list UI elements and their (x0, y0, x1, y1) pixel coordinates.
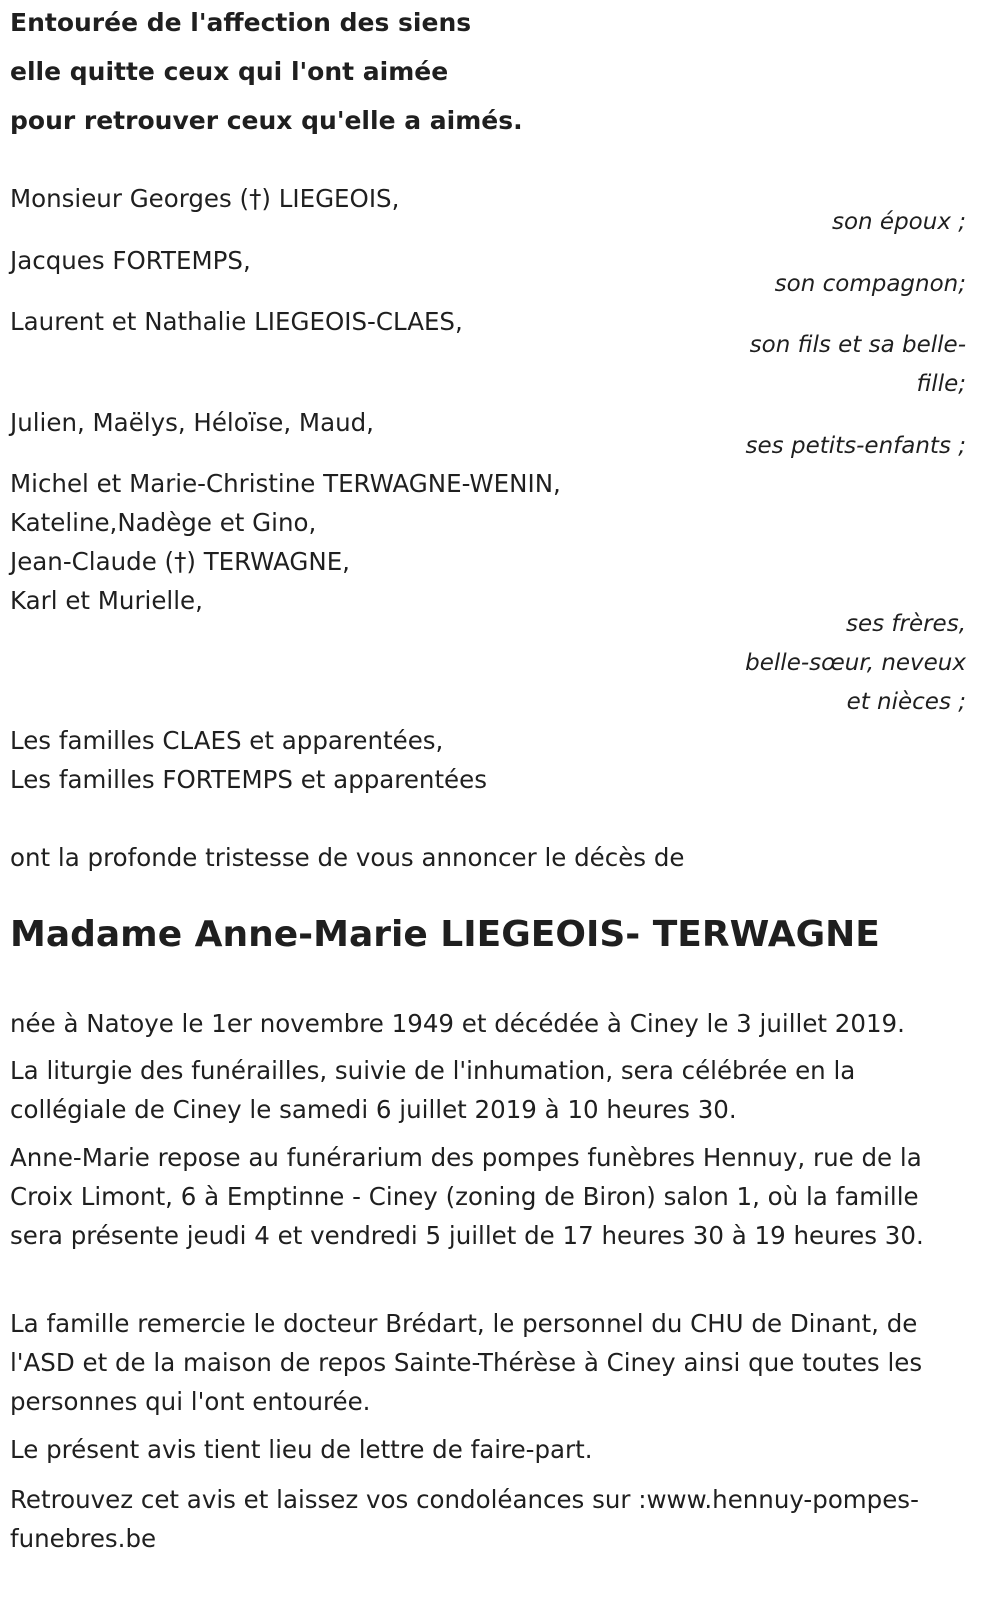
relation-freres-2: belle-sœur, neveux (745, 650, 966, 676)
notice-paragraph: Le présent avis tient lieu de lettre de faire-part. (10, 1435, 593, 1464)
intro-line-2: elle quitte ceux qui l'ont aimée (10, 57, 449, 86)
announcement-text: ont la profonde tristesse de vous annoncer le décès de (10, 843, 685, 872)
relation-fils-1: son fils et sa belle- (749, 332, 966, 358)
relation-freres-3: et nièces ; (846, 689, 966, 715)
family-sibling-4: Karl et Murielle, (10, 586, 203, 615)
relation-epoux: son époux ; (831, 209, 966, 235)
relation-fils-2: fille; (916, 371, 966, 397)
intro-line-1: Entourée de l'affection des siens (10, 8, 472, 37)
liturgy-paragraph: La liturgie des funérailles, suivie de l'inhumation, sera célébrée en la collégiale de Ciney le samedi 6 juillet 2019 à 10 heures 30. (10, 1056, 856, 1124)
condolences-paragraph: Retrouvez cet avis et laissez vos condoléances sur :www.hennuy-pompes-funebres.be (10, 1485, 919, 1553)
birth-death-paragraph: née à Natoye le 1er novembre 1949 et décédée à Ciney le 3 juillet 2019. (10, 1009, 905, 1038)
relation-compagnon: son compagnon; (774, 271, 966, 297)
repose-paragraph: Anne-Marie repose au funérarium des pompes funèbres Hennuy, rue de la Croix Limont, 6 à Emptinne - Ciney (zoning de Biron) salon 1, où la famille sera présente jeudi 4 et vendredi 5 juillet de 17 heures 30 à 19 heures 30. (10, 1143, 924, 1250)
relation-freres-1: ses frères, (845, 611, 966, 637)
families-claes: Les familles CLAES et apparentées, (10, 726, 444, 755)
intro-line-3: pour retrouver ceux qu'elle a aimés. (10, 106, 523, 135)
family-member-laurent: Laurent et Nathalie LIEGEOIS-CLAES, (10, 307, 463, 336)
family-sibling-1: Michel et Marie-Christine TERWAGNE-WENIN, (10, 469, 561, 498)
families-fortemps: Les familles FORTEMPS et apparentées (10, 765, 487, 794)
thanks-paragraph: La famille remercie le docteur Brédart, le personnel du CHU de Dinant, de l'ASD et de la maison de repos Sainte-Thérèse à Ciney ainsi que toutes les personnes qui l'ont entourée. (10, 1309, 923, 1416)
family-member-georges: Monsieur Georges (†) LIEGEOIS, (10, 184, 400, 213)
family-grandchildren: Julien, Maëlys, Héloïse, Maud, (10, 408, 374, 437)
family-sibling-3: Jean-Claude (†) TERWAGNE, (10, 547, 350, 576)
family-member-jacques: Jacques FORTEMPS, (10, 246, 251, 275)
deceased-name: Madame Anne-Marie LIEGEOIS- TERWAGNE (10, 914, 880, 955)
family-sibling-2: Kateline,Nadège et Gino, (10, 508, 317, 537)
relation-petits-enfants: ses petits-enfants ; (745, 433, 966, 459)
